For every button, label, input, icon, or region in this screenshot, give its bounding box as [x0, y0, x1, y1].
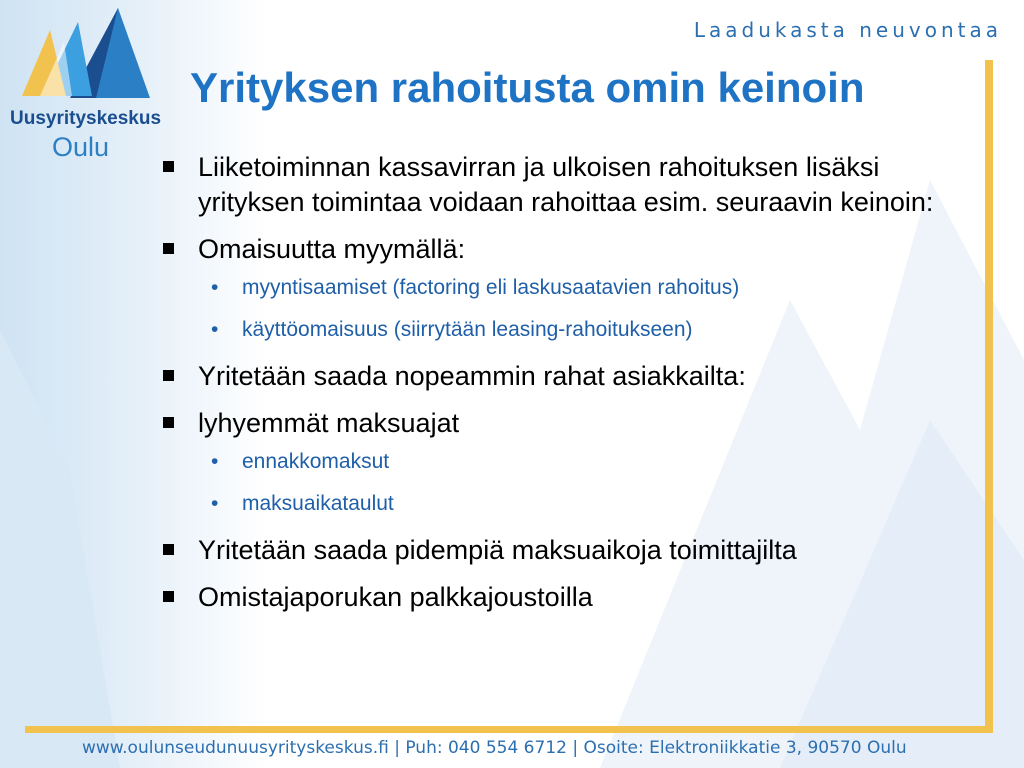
slide-content	[160, 150, 980, 627]
sub-bullet-item	[160, 491, 980, 517]
square-bullet-icon	[163, 161, 174, 172]
bullet-text: Yritetään saada nopeammin rahat asiakkailta:	[198, 361, 746, 391]
square-bullet-icon	[163, 243, 174, 254]
sub-bullet-group	[160, 275, 980, 343]
bullet-item	[160, 150, 980, 220]
round-bullet-icon: •	[211, 450, 219, 473]
logo-name: Uusyrityskeskus	[10, 108, 162, 129]
sub-bullet-text: ennakkomaksut	[242, 450, 390, 473]
footer-contact: www.oulunseudunuusyrityskeskus.fi | Puh: 040 554 6712 | Osoite: Elektroniikkatie 3, 90570 Oulu	[82, 738, 907, 758]
sub-bullet-text: käyttöomaisuus (siirrytään leasing-rahoitukseen)	[242, 318, 693, 341]
sub-bullet-item	[160, 449, 980, 475]
round-bullet-icon: •	[211, 276, 219, 299]
bullet-text: Liiketoiminnan kassavirran ja ulkoisen rahoituksen lisäksi yrityksen toimintaa voidaan rahoittaa esim. seuraavin keinoin:	[198, 152, 934, 217]
bullet-item	[160, 533, 980, 568]
bullet-list	[160, 150, 980, 615]
slide-title: Yrityksen rahoitusta omin keinoin	[190, 64, 865, 111]
bullet-text: Yritetään saada pidempiä maksuaikoja toimittajilta	[198, 535, 797, 565]
bullet-text: Omistajaporukan palkkajoustoilla	[198, 582, 593, 612]
bullet-text: Omaisuutta myymällä:	[198, 234, 466, 264]
sub-bullet-text: myyntisaamiset (factoring eli laskusaatavien rahoitus)	[242, 276, 740, 299]
gold-horizontal-rule	[25, 726, 993, 733]
sub-bullet-item	[160, 275, 980, 301]
company-logo	[0, 0, 185, 170]
sub-bullet-text: maksuaikataulut	[242, 492, 394, 515]
square-bullet-icon	[163, 591, 174, 602]
sub-bullet-group	[160, 449, 980, 517]
round-bullet-icon: •	[211, 492, 219, 515]
square-bullet-icon	[163, 417, 174, 428]
bullet-item	[160, 359, 980, 394]
tagline: Laadukasta neuvontaa	[693, 18, 1002, 42]
sub-bullet-item	[160, 317, 980, 343]
bullet-item	[160, 232, 980, 267]
logo-city: Oulu	[52, 132, 110, 162]
bullet-item	[160, 406, 980, 441]
bullet-text: lyhyemmät maksuajat	[198, 408, 460, 438]
gold-vertical-rule	[985, 60, 993, 732]
square-bullet-icon	[163, 544, 174, 555]
bullet-item	[160, 580, 980, 615]
round-bullet-icon: •	[211, 318, 219, 341]
square-bullet-icon	[163, 370, 174, 381]
